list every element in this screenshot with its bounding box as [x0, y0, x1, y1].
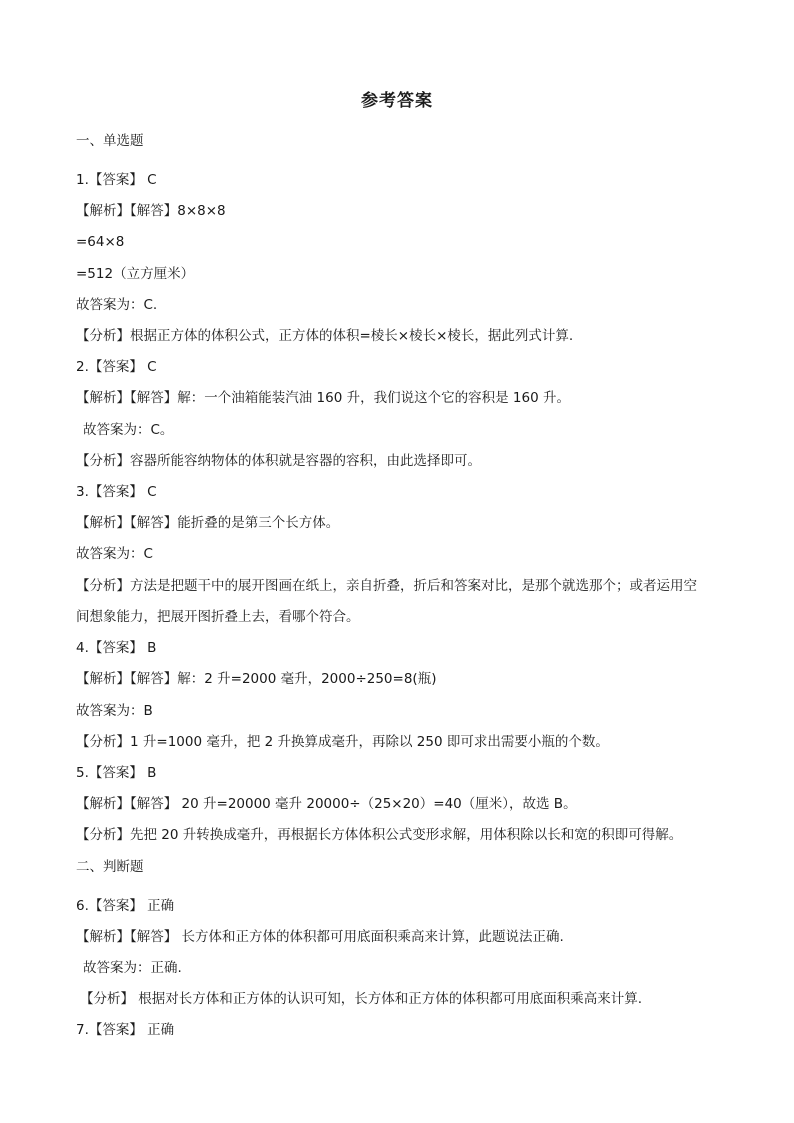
calc-line: =64×8	[76, 234, 125, 250]
explanation-line: 间想象能力，把展开图折叠上去，看哪个符合。	[76, 609, 360, 625]
explanation-line: 【分析】方法是把题干中的展开图画在纸上，亲自折叠，折后和答案对比，是那个就选那个；或者运用空	[76, 578, 697, 594]
explanation-line: 【分析】 根据对长方体和正方体的认识可知，长方体和正方体的体积都可用底面积乘高来计算.	[80, 991, 643, 1007]
answer-conclusion-line: 故答案为：C.	[76, 297, 158, 313]
explanation-line: 【分析】根据正方体的体积公式，正方体的体积=棱长×棱长×棱长，据此列式计算.	[76, 328, 574, 344]
explanation-line: 【分析】1 升=1000 毫升，把 2 升换算成毫升，再除以 250 即可求出需要小瓶的个数。	[76, 734, 609, 750]
answer-line: 5.【答案】 B	[76, 765, 157, 781]
explanation-line: 【分析】容器所能容纳物体的体积就是容器的容积，由此选择即可。	[76, 453, 481, 469]
analysis-line: 【解析】【解答】 长方体和正方体的体积都可用底面积乘高来计算，此题说法正确.	[76, 929, 564, 945]
answer-line: 6.【答案】 正确	[76, 898, 175, 914]
page-title: 参考答案	[361, 91, 433, 111]
analysis-line: 【解析】【解答】解：2 升=2000 毫升，2000÷250=8(瓶)	[76, 671, 437, 687]
answer-line: 3.【答案】 C	[76, 484, 157, 500]
section-heading-single-choice: 一、单选题	[76, 133, 144, 149]
answer-line: 2.【答案】 C	[76, 359, 157, 375]
explanation-line: 【分析】先把 20 升转换成毫升，再根据长方体体积公式变形求解，用体积除以长和宽的积即可得解。	[76, 827, 683, 843]
answer-conclusion-line: 故答案为：正确.	[83, 960, 182, 976]
answer-conclusion-line: 故答案为：C。	[83, 422, 174, 438]
calc-line: =512（立方厘米）	[76, 266, 195, 282]
answer-line: 1.【答案】 C	[76, 172, 157, 188]
analysis-line: 【解析】【解答】能折叠的是第三个长方体。	[76, 515, 340, 531]
section-heading-true-false: 二、判断题	[76, 859, 144, 875]
answer-line: 7.【答案】 正确	[76, 1022, 175, 1038]
answer-conclusion-line: 故答案为：B	[76, 703, 153, 719]
answer-line: 4.【答案】 B	[76, 640, 157, 656]
answer-conclusion-line: 故答案为：C	[76, 546, 153, 562]
analysis-line: 【解析】【解答】8×8×8	[76, 203, 226, 219]
analysis-line: 【解析】【解答】 20 升=20000 毫升 20000÷（25×20）=40（厘米），故选 B。	[76, 796, 577, 812]
analysis-line: 【解析】【解答】解：一个油箱能装汽油 160 升，我们说这个它的容积是 160 升。	[76, 390, 570, 406]
